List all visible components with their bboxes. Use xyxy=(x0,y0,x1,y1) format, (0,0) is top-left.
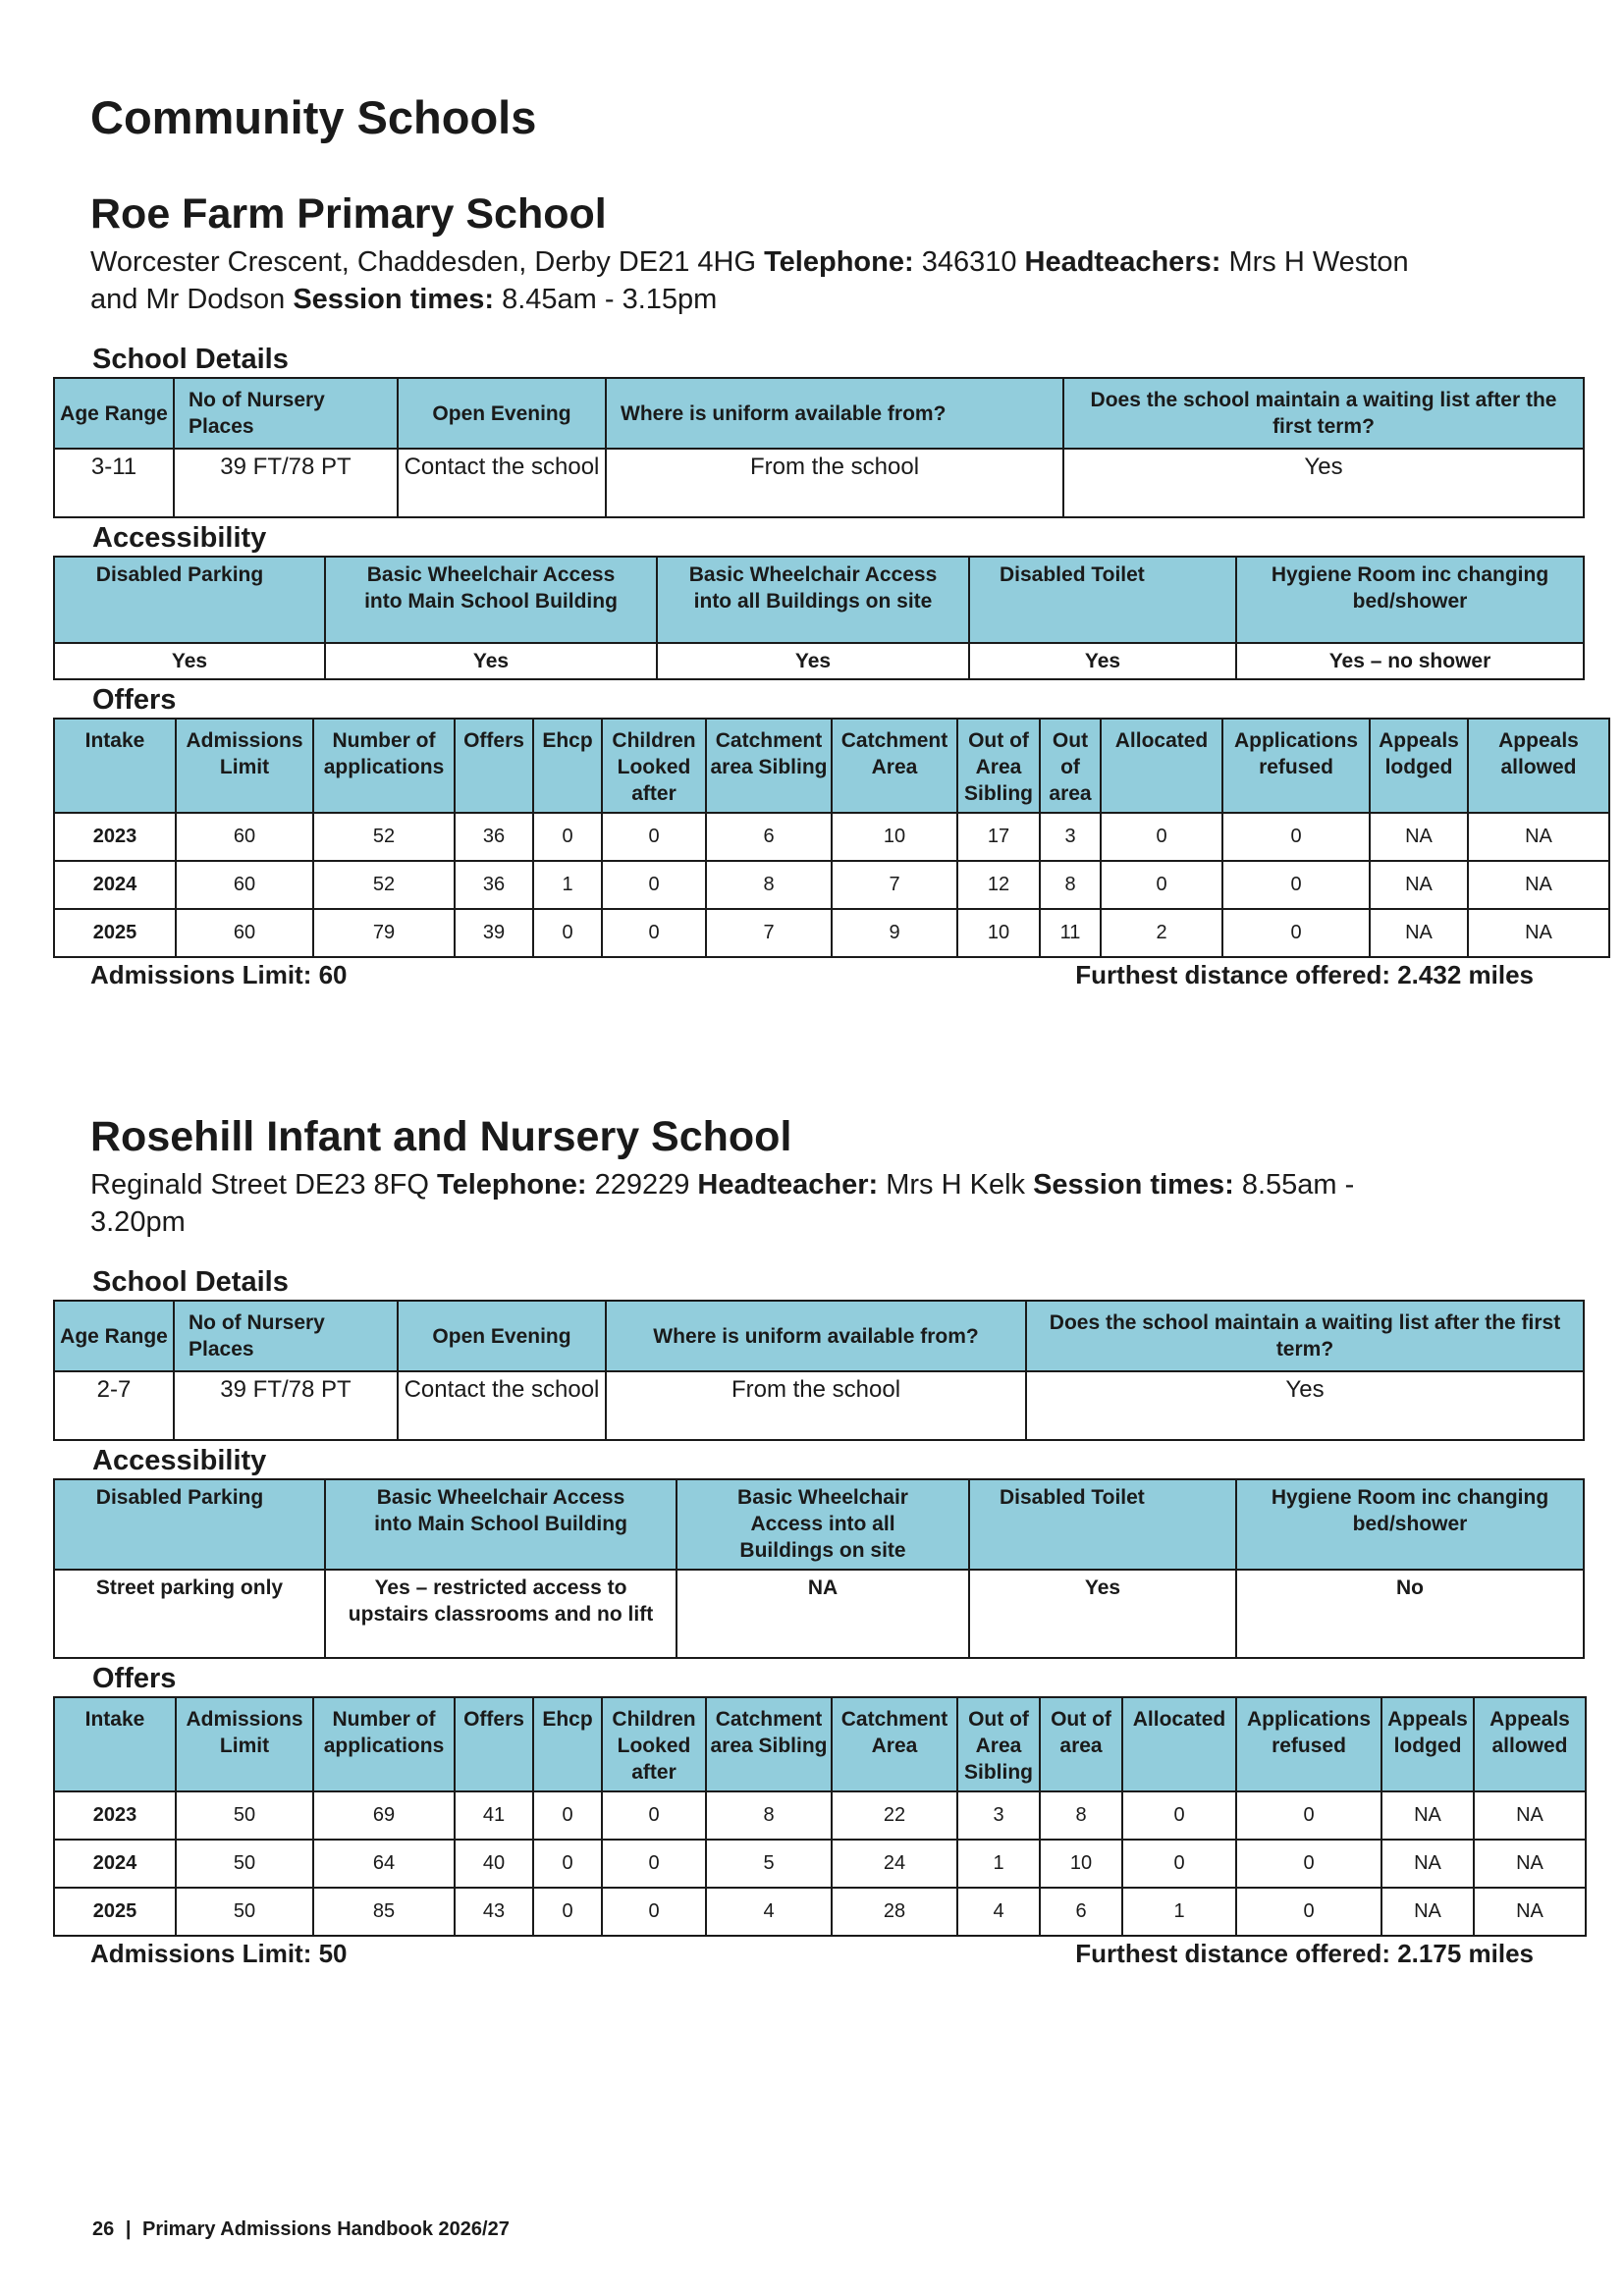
telephone-label: Telephone: xyxy=(764,246,922,278)
offers-cell-out-of-area: 3 xyxy=(1040,813,1101,861)
offers-cell-applications: 64 xyxy=(313,1840,455,1888)
offers-header-admissions-limit: Admissions Limit xyxy=(176,1697,313,1791)
offers-cell-allocated: 0 xyxy=(1122,1791,1236,1840)
school-summary xyxy=(53,1937,1585,1976)
admissions-limit-summary: Admissions Limit: 60 xyxy=(90,960,348,989)
offers-cell-children-looked-after: 0 xyxy=(602,813,706,861)
accessibility-heading: Accessibility xyxy=(92,522,267,554)
offers-cell-applications-refused: 0 xyxy=(1222,813,1370,861)
offers-cell-offers: 39 xyxy=(455,909,533,957)
offers-header-children-looked-after: Children Looked after xyxy=(602,1697,706,1791)
offers-header-allocated: Allocated xyxy=(1101,719,1222,813)
details-header-age-range: Age Range xyxy=(54,378,174,449)
offers-cell-intake: 2024 xyxy=(54,1840,176,1888)
offers-cell-appeals-lodged: NA xyxy=(1381,1791,1474,1840)
offers-header-children-looked-after: Children Looked after xyxy=(602,719,706,813)
offers-cell-intake: 2024 xyxy=(54,861,176,909)
offers-cell-applications: 52 xyxy=(313,861,455,909)
offers-header-intake: Intake xyxy=(54,719,176,813)
school-details-heading: School Details xyxy=(92,1266,289,1298)
offers-header-out-of-area: Out of area xyxy=(1040,1697,1122,1791)
offers-cell-applications-refused: 0 xyxy=(1236,1791,1381,1840)
offers-cell-ehcp: 0 xyxy=(533,909,602,957)
offers-cell-allocated: 1 xyxy=(1122,1888,1236,1936)
offers-cell-applications: 85 xyxy=(313,1888,455,1936)
offers-cell-allocated: 0 xyxy=(1122,1840,1236,1888)
details-value-waiting-list: Yes xyxy=(1063,449,1584,517)
school-details-value-row xyxy=(54,1371,1584,1440)
telephone-number: 229229 xyxy=(594,1169,698,1201)
offers-header-catchment-area: Catchment Area xyxy=(832,719,957,813)
offers-cell-catchment-area: 10 xyxy=(832,813,957,861)
accessibility-value-hygiene-room: No xyxy=(1236,1570,1584,1658)
offers-cell-appeals-allowed: NA xyxy=(1468,861,1609,909)
offers-table xyxy=(53,718,1610,958)
offers-cell-children-looked-after: 0 xyxy=(602,909,706,957)
offers-header-appeals-lodged: Appeals lodged xyxy=(1370,719,1468,813)
telephone-label: Telephone: xyxy=(437,1169,595,1201)
accessibility-header-wheelchair-main-building: Basic Wheelchair Access into Main School Building xyxy=(325,557,657,643)
table-row xyxy=(54,1840,1586,1888)
offers-heading: Offers xyxy=(92,1663,177,1694)
offers-cell-admissions-limit: 60 xyxy=(176,909,313,957)
offers-header-intake: Intake xyxy=(54,1697,176,1791)
offers-header-out-of-area: Out of area xyxy=(1040,719,1101,813)
accessibility-value-disabled-parking: Street parking only xyxy=(54,1570,325,1658)
details-header-age-range: Age Range xyxy=(54,1301,174,1371)
offers-cell-children-looked-after: 0 xyxy=(602,1888,706,1936)
accessibility-header-wheelchair-all-buildings: Basic Wheelchair Access into all Buildings on site xyxy=(657,557,969,643)
offers-header-appeals-allowed: Appeals allowed xyxy=(1468,719,1609,813)
details-header-nursery-places: No of Nursery Places xyxy=(174,378,398,449)
offers-cell-applications-refused: 0 xyxy=(1222,909,1370,957)
offers-cell-applications-refused: 0 xyxy=(1236,1840,1381,1888)
offers-cell-appeals-allowed: NA xyxy=(1474,1840,1586,1888)
offers-cell-out-of-area-sibling: 3 xyxy=(957,1791,1040,1840)
offers-heading: Offers xyxy=(92,684,177,716)
offers-cell-applications-refused: 0 xyxy=(1222,861,1370,909)
school-details-heading: School Details xyxy=(92,344,289,375)
table-row xyxy=(54,1791,1586,1840)
session-times: 8.55am - 3.20pm xyxy=(90,1169,1355,1238)
accessibility-value-wheelchair-main-building: Yes – restricted access to upstairs classrooms and no lift xyxy=(325,1570,677,1658)
offers-cell-allocated: 0 xyxy=(1101,861,1222,909)
offers-cell-catchment-area: 7 xyxy=(832,861,957,909)
offers-cell-admissions-limit: 50 xyxy=(176,1791,313,1840)
details-value-uniform-source: From the school xyxy=(606,449,1063,517)
offers-cell-out-of-area-sibling: 4 xyxy=(957,1888,1040,1936)
details-header-waiting-list: Does the school maintain a waiting list after the first term? xyxy=(1063,378,1584,449)
table-row xyxy=(54,909,1609,957)
offers-cell-offers: 36 xyxy=(455,861,533,909)
offers-header-catchment-area: Catchment Area xyxy=(832,1697,957,1791)
headteacher-label: Headteacher: xyxy=(697,1169,887,1201)
offers-cell-intake: 2025 xyxy=(54,909,176,957)
offers-header-applications: Number of applications xyxy=(313,719,455,813)
offers-cell-appeals-lodged: NA xyxy=(1370,909,1468,957)
offers-header-applications: Number of applications xyxy=(313,1697,455,1791)
details-header-open-evening: Open Evening xyxy=(398,1301,606,1371)
school-details-table xyxy=(53,377,1585,518)
school-address: Worcester Crescent, Chaddesden, Derby DE21 4HG xyxy=(90,246,765,278)
offers-cell-out-of-area-sibling: 17 xyxy=(957,813,1040,861)
offers-cell-out-of-area: 10 xyxy=(1040,1840,1122,1888)
offers-cell-catchment-area: 28 xyxy=(832,1888,957,1936)
details-header-uniform-source: Where is uniform available from? xyxy=(606,378,1063,449)
details-header-nursery-places: No of Nursery Places xyxy=(174,1301,398,1371)
offers-cell-catchment-area: 9 xyxy=(832,909,957,957)
offers-cell-intake: 2023 xyxy=(54,1791,176,1840)
accessibility-header-hygiene-room: Hygiene Room inc changing bed/shower xyxy=(1236,557,1584,643)
offers-cell-applications: 69 xyxy=(313,1791,455,1840)
offers-cell-offers: 40 xyxy=(455,1840,533,1888)
offers-cell-out-of-area-sibling: 1 xyxy=(957,1840,1040,1888)
accessibility-header-disabled-toilet: Disabled Toilet xyxy=(969,1479,1236,1570)
offers-cell-catchment-area: 24 xyxy=(832,1840,957,1888)
offers-cell-catchment-sibling: 7 xyxy=(706,909,832,957)
accessibility-header-disabled-parking: Disabled Parking xyxy=(54,557,325,643)
accessibility-header-hygiene-room: Hygiene Room inc changing bed/shower xyxy=(1236,1479,1584,1570)
offers-cell-applications: 79 xyxy=(313,909,455,957)
school-details-value-row xyxy=(54,449,1584,517)
details-value-age-range: 2-7 xyxy=(54,1371,174,1440)
details-value-open-evening: Contact the school xyxy=(398,449,606,517)
school-details-header-row xyxy=(54,378,1584,449)
session-label: Session times: xyxy=(1033,1169,1242,1201)
handbook-title: Primary Admissions Handbook 2026/27 xyxy=(141,2218,510,2240)
offers-cell-out-of-area: 8 xyxy=(1040,861,1101,909)
accessibility-value-wheelchair-all-buildings: Yes xyxy=(657,643,969,679)
offers-header-applications-refused: Applications refused xyxy=(1236,1697,1381,1791)
offers-cell-catchment-sibling: 8 xyxy=(706,861,832,909)
offers-cell-admissions-limit: 60 xyxy=(176,861,313,909)
offers-cell-out-of-area-sibling: 12 xyxy=(957,861,1040,909)
page-number: 26 xyxy=(92,2218,115,2240)
offers-cell-out-of-area-sibling: 10 xyxy=(957,909,1040,957)
accessibility-table xyxy=(53,556,1585,680)
accessibility-header-disabled-parking: Disabled Parking xyxy=(54,1479,325,1570)
details-value-nursery-places: 39 FT/78 PT xyxy=(174,449,398,517)
school-section xyxy=(53,1111,1585,1976)
school-address-line xyxy=(90,243,1426,318)
school-details-table xyxy=(53,1300,1585,1441)
accessibility-value-row xyxy=(54,643,1584,679)
admissions-limit-summary: Admissions Limit: 50 xyxy=(90,1939,348,1968)
table-row xyxy=(54,1888,1586,1936)
offers-cell-appeals-allowed: NA xyxy=(1468,813,1609,861)
table-row xyxy=(54,813,1609,861)
offers-cell-offers: 41 xyxy=(455,1791,533,1840)
accessibility-value-disabled-parking: Yes xyxy=(54,643,325,679)
offers-header-allocated: Allocated xyxy=(1122,1697,1236,1791)
offers-table xyxy=(53,1696,1587,1937)
details-header-open-evening: Open Evening xyxy=(398,378,606,449)
school-summary xyxy=(53,958,1585,997)
school-name: Rosehill Infant and Nursery School xyxy=(90,1113,792,1160)
offers-cell-ehcp: 0 xyxy=(533,1840,602,1888)
offers-cell-appeals-allowed: NA xyxy=(1474,1791,1586,1840)
offers-header-ehcp: Ehcp xyxy=(533,1697,602,1791)
offers-cell-applications-refused: 0 xyxy=(1236,1888,1381,1936)
offers-cell-intake: 2025 xyxy=(54,1888,176,1936)
offers-header-out-of-area-sibling: Out of Area Sibling xyxy=(957,719,1040,813)
headteacher-name: Mrs H Weston and Mr Dodson xyxy=(90,246,1409,315)
furthest-distance-summary: Furthest distance offered: 2.175 miles xyxy=(1075,1939,1534,1968)
offers-cell-applications: 52 xyxy=(313,813,455,861)
offers-header-catchment-sibling: Catchment area Sibling xyxy=(706,1697,832,1791)
details-value-open-evening: Contact the school xyxy=(398,1371,606,1440)
accessibility-header-row xyxy=(54,557,1584,643)
offers-cell-children-looked-after: 0 xyxy=(602,1791,706,1840)
headteacher-label: Headteachers: xyxy=(1024,246,1229,278)
accessibility-value-hygiene-room: Yes – no shower xyxy=(1236,643,1584,679)
accessibility-header-wheelchair-all-buildings: Basic Wheelchair Access into all Buildings on site xyxy=(677,1479,969,1570)
details-header-waiting-list: Does the school maintain a waiting list after the first term? xyxy=(1026,1301,1584,1371)
offers-header-admissions-limit: Admissions Limit xyxy=(176,719,313,813)
offers-cell-appeals-lodged: NA xyxy=(1381,1888,1474,1936)
furthest-distance-summary: Furthest distance offered: 2.432 miles xyxy=(1075,960,1534,989)
table-row xyxy=(54,861,1609,909)
details-value-waiting-list: Yes xyxy=(1026,1371,1584,1440)
offers-cell-appeals-lodged: NA xyxy=(1381,1840,1474,1888)
offers-cell-out-of-area: 6 xyxy=(1040,1888,1122,1936)
school-address: Reginald Street DE23 8FQ xyxy=(90,1169,438,1201)
offers-cell-admissions-limit: 50 xyxy=(176,1840,313,1888)
details-value-age-range: 3-11 xyxy=(54,449,174,517)
offers-cell-children-looked-after: 0 xyxy=(602,861,706,909)
session-times: 8.45am - 3.15pm xyxy=(502,284,718,315)
offers-header-applications-refused: Applications refused xyxy=(1222,719,1370,813)
offers-cell-out-of-area: 8 xyxy=(1040,1791,1122,1840)
accessibility-header-wheelchair-main-building: Basic Wheelchair Access into Main School Building xyxy=(325,1479,677,1570)
offers-header-offers: Offers xyxy=(455,1697,533,1791)
offers-cell-offers: 43 xyxy=(455,1888,533,1936)
offers-cell-ehcp: 1 xyxy=(533,861,602,909)
accessibility-value-disabled-toilet: Yes xyxy=(969,1570,1236,1658)
accessibility-value-wheelchair-main-building: Yes xyxy=(325,643,657,679)
offers-cell-admissions-limit: 50 xyxy=(176,1888,313,1936)
offers-cell-allocated: 0 xyxy=(1101,813,1222,861)
accessibility-value-wheelchair-all-buildings: NA xyxy=(677,1570,969,1658)
offers-header-out-of-area-sibling: Out of Area Sibling xyxy=(957,1697,1040,1791)
offers-cell-children-looked-after: 0 xyxy=(602,1840,706,1888)
accessibility-value-row xyxy=(54,1570,1584,1658)
telephone-number: 346310 xyxy=(921,246,1025,278)
offers-cell-catchment-sibling: 6 xyxy=(706,813,832,861)
offers-cell-catchment-sibling: 8 xyxy=(706,1791,832,1840)
offers-cell-admissions-limit: 60 xyxy=(176,813,313,861)
accessibility-value-disabled-toilet: Yes xyxy=(969,643,1236,679)
offers-cell-appeals-allowed: NA xyxy=(1468,909,1609,957)
offers-cell-allocated: 2 xyxy=(1101,909,1222,957)
offers-header-row xyxy=(54,719,1609,813)
offers-cell-ehcp: 0 xyxy=(533,813,602,861)
details-value-nursery-places: 39 FT/78 PT xyxy=(174,1371,398,1440)
accessibility-header-disabled-toilet: Disabled Toilet xyxy=(969,557,1236,643)
offers-header-ehcp: Ehcp xyxy=(533,719,602,813)
session-label: Session times: xyxy=(293,284,503,315)
school-name: Roe Farm Primary School xyxy=(90,190,607,238)
school-details-header-row xyxy=(54,1301,1584,1371)
offers-header-catchment-sibling: Catchment area Sibling xyxy=(706,719,832,813)
accessibility-table xyxy=(53,1478,1585,1659)
accessibility-header-row xyxy=(54,1479,1584,1570)
school-address-line xyxy=(90,1166,1426,1241)
school-section xyxy=(53,188,1585,997)
offers-cell-appeals-lodged: NA xyxy=(1370,861,1468,909)
offers-cell-intake: 2023 xyxy=(54,813,176,861)
offers-cell-ehcp: 0 xyxy=(533,1888,602,1936)
offers-header-appeals-lodged: Appeals lodged xyxy=(1381,1697,1474,1791)
offers-header-offers: Offers xyxy=(455,719,533,813)
details-value-uniform-source: From the school xyxy=(606,1371,1026,1440)
offers-cell-out-of-area: 11 xyxy=(1040,909,1101,957)
headteacher-name: Mrs H Kelk xyxy=(886,1169,1034,1201)
details-header-uniform-source: Where is uniform available from? xyxy=(606,1301,1026,1371)
footer-separator: | xyxy=(125,2218,132,2240)
offers-cell-ehcp: 0 xyxy=(533,1791,602,1840)
offers-cell-appeals-lodged: NA xyxy=(1370,813,1468,861)
offers-header-row xyxy=(54,1697,1586,1791)
offers-cell-catchment-area: 22 xyxy=(832,1791,957,1840)
offers-cell-offers: 36 xyxy=(455,813,533,861)
accessibility-heading: Accessibility xyxy=(92,1445,267,1476)
page-title: Community Schools xyxy=(90,91,537,143)
offers-cell-appeals-allowed: NA xyxy=(1474,1888,1586,1936)
offers-cell-catchment-sibling: 5 xyxy=(706,1840,832,1888)
page-footer xyxy=(92,2218,510,2241)
offers-header-appeals-allowed: Appeals allowed xyxy=(1474,1697,1586,1791)
offers-cell-catchment-sibling: 4 xyxy=(706,1888,832,1936)
